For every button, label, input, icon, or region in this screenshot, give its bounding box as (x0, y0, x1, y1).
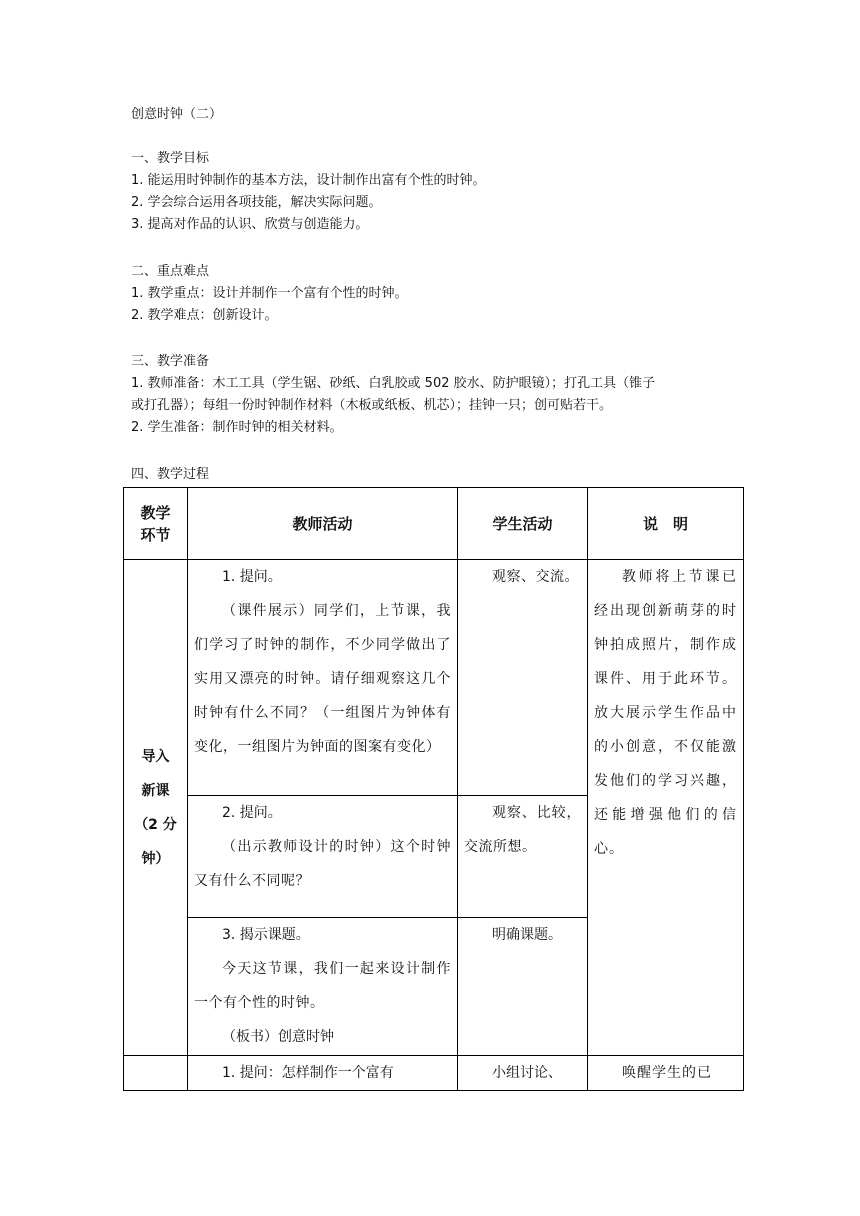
stage-label-cell (124, 1056, 188, 1091)
notes-cell (588, 560, 744, 1056)
header-teacher-activity: 教师活动 (188, 488, 458, 560)
activity-text: （课件展示）同学们，上节课，我们学习了时钟的制作，不少同学做出了实用又漂亮的时钟。请仔细观察这几个时钟有什么不同？（一组图片为钟体有变化，一组图片为钟面的图案有变化） (194, 603, 451, 755)
section-heading-process: 四、教学过程 (131, 467, 210, 482)
section-key-points (131, 261, 408, 327)
section-heading: 一、教学目标 (131, 151, 210, 166)
activity-step: 3. 揭示课题。 (222, 927, 310, 943)
header-stage: 教学 环节 (124, 488, 188, 560)
table-row (124, 1056, 744, 1091)
activity-text: 观察、比较，交流所想。 (464, 805, 581, 855)
activity-step: 1. 提问。 (222, 569, 282, 585)
document-title: 创意时钟（二） (131, 107, 223, 122)
teaching-process-table (123, 487, 744, 1091)
activity-text: （出示教师设计的时钟）这个时钟又有什么不同呢？ (194, 839, 451, 889)
list-item: 3. 提高对作品的认识、欣赏与创造能力。 (131, 217, 369, 232)
list-item: 2. 学会综合运用各项技能，解决实际问题。 (131, 195, 382, 210)
teacher-activity-cell (188, 796, 458, 918)
note-text: 教师将上节课已经出现创新萌芽的时钟拍成照片，制作成课件、用于此环节。放大展示学生作品中的小创意，不仅能激发他们的学习兴趣，还能增强他们的信心。 (594, 569, 737, 857)
stage-label-intro (124, 560, 188, 1056)
list-item: 2. 学生准备：制作时钟的相关材料。 (131, 420, 343, 435)
section-preparation (131, 351, 655, 439)
table-row (124, 560, 744, 796)
stage-label-line: 新课 (141, 782, 170, 799)
notes-cell (588, 1056, 744, 1091)
teacher-activity-cell (188, 560, 458, 796)
header-student-activity: 学生活动 (458, 488, 588, 560)
activity-step: 2. 提问。 (222, 805, 282, 821)
teacher-activity-cell (188, 1056, 458, 1091)
student-activity-cell (458, 918, 588, 1056)
student-activity-cell (458, 1056, 588, 1091)
activity-text: （板书）创意时钟 (222, 1029, 334, 1045)
activity-text: 小组讨论、 (492, 1065, 562, 1081)
list-item: 或打孔器）；每组一份时钟制作材料（木板或纸板、机芯）；挂钟一只；创可贴若干。 (131, 398, 613, 413)
stage-label-line: 钟） (141, 850, 170, 867)
header-notes: 说 明 (588, 488, 744, 560)
teacher-activity-cell (188, 918, 458, 1056)
note-text: 唤醒学生的已 (622, 1065, 712, 1081)
stage-label-line: 导入 (141, 748, 170, 765)
stage-label-line: （2 分 (134, 816, 177, 833)
activity-text: 明确课题。 (492, 927, 562, 943)
section-heading: 三、教学准备 (131, 354, 210, 369)
student-activity-cell (458, 796, 588, 918)
list-item: 2. 教学难点：创新设计。 (131, 308, 278, 323)
activity-step: 1. 提问：怎样制作一个富有 (222, 1065, 394, 1081)
section-teaching-goals (131, 148, 486, 236)
activity-text: 今天这节课，我们一起来设计制作一个有个性的时钟。 (194, 961, 451, 1011)
section-heading: 二、重点难点 (131, 264, 210, 279)
list-item: 1. 能运用时钟制作的基本方法，设计制作出富有个性的时钟。 (131, 173, 486, 188)
list-item: 1. 教师准备：木工工具（学生锯、砂纸、白乳胶或 502 胶水、防护眼镜）；打孔工具（锥子 (131, 376, 656, 391)
activity-text: 观察、交流。 (492, 569, 579, 585)
table-header-row (124, 488, 744, 560)
student-activity-cell (458, 560, 588, 796)
list-item: 1. 教学重点：设计并制作一个富有个性的时钟。 (131, 286, 408, 301)
